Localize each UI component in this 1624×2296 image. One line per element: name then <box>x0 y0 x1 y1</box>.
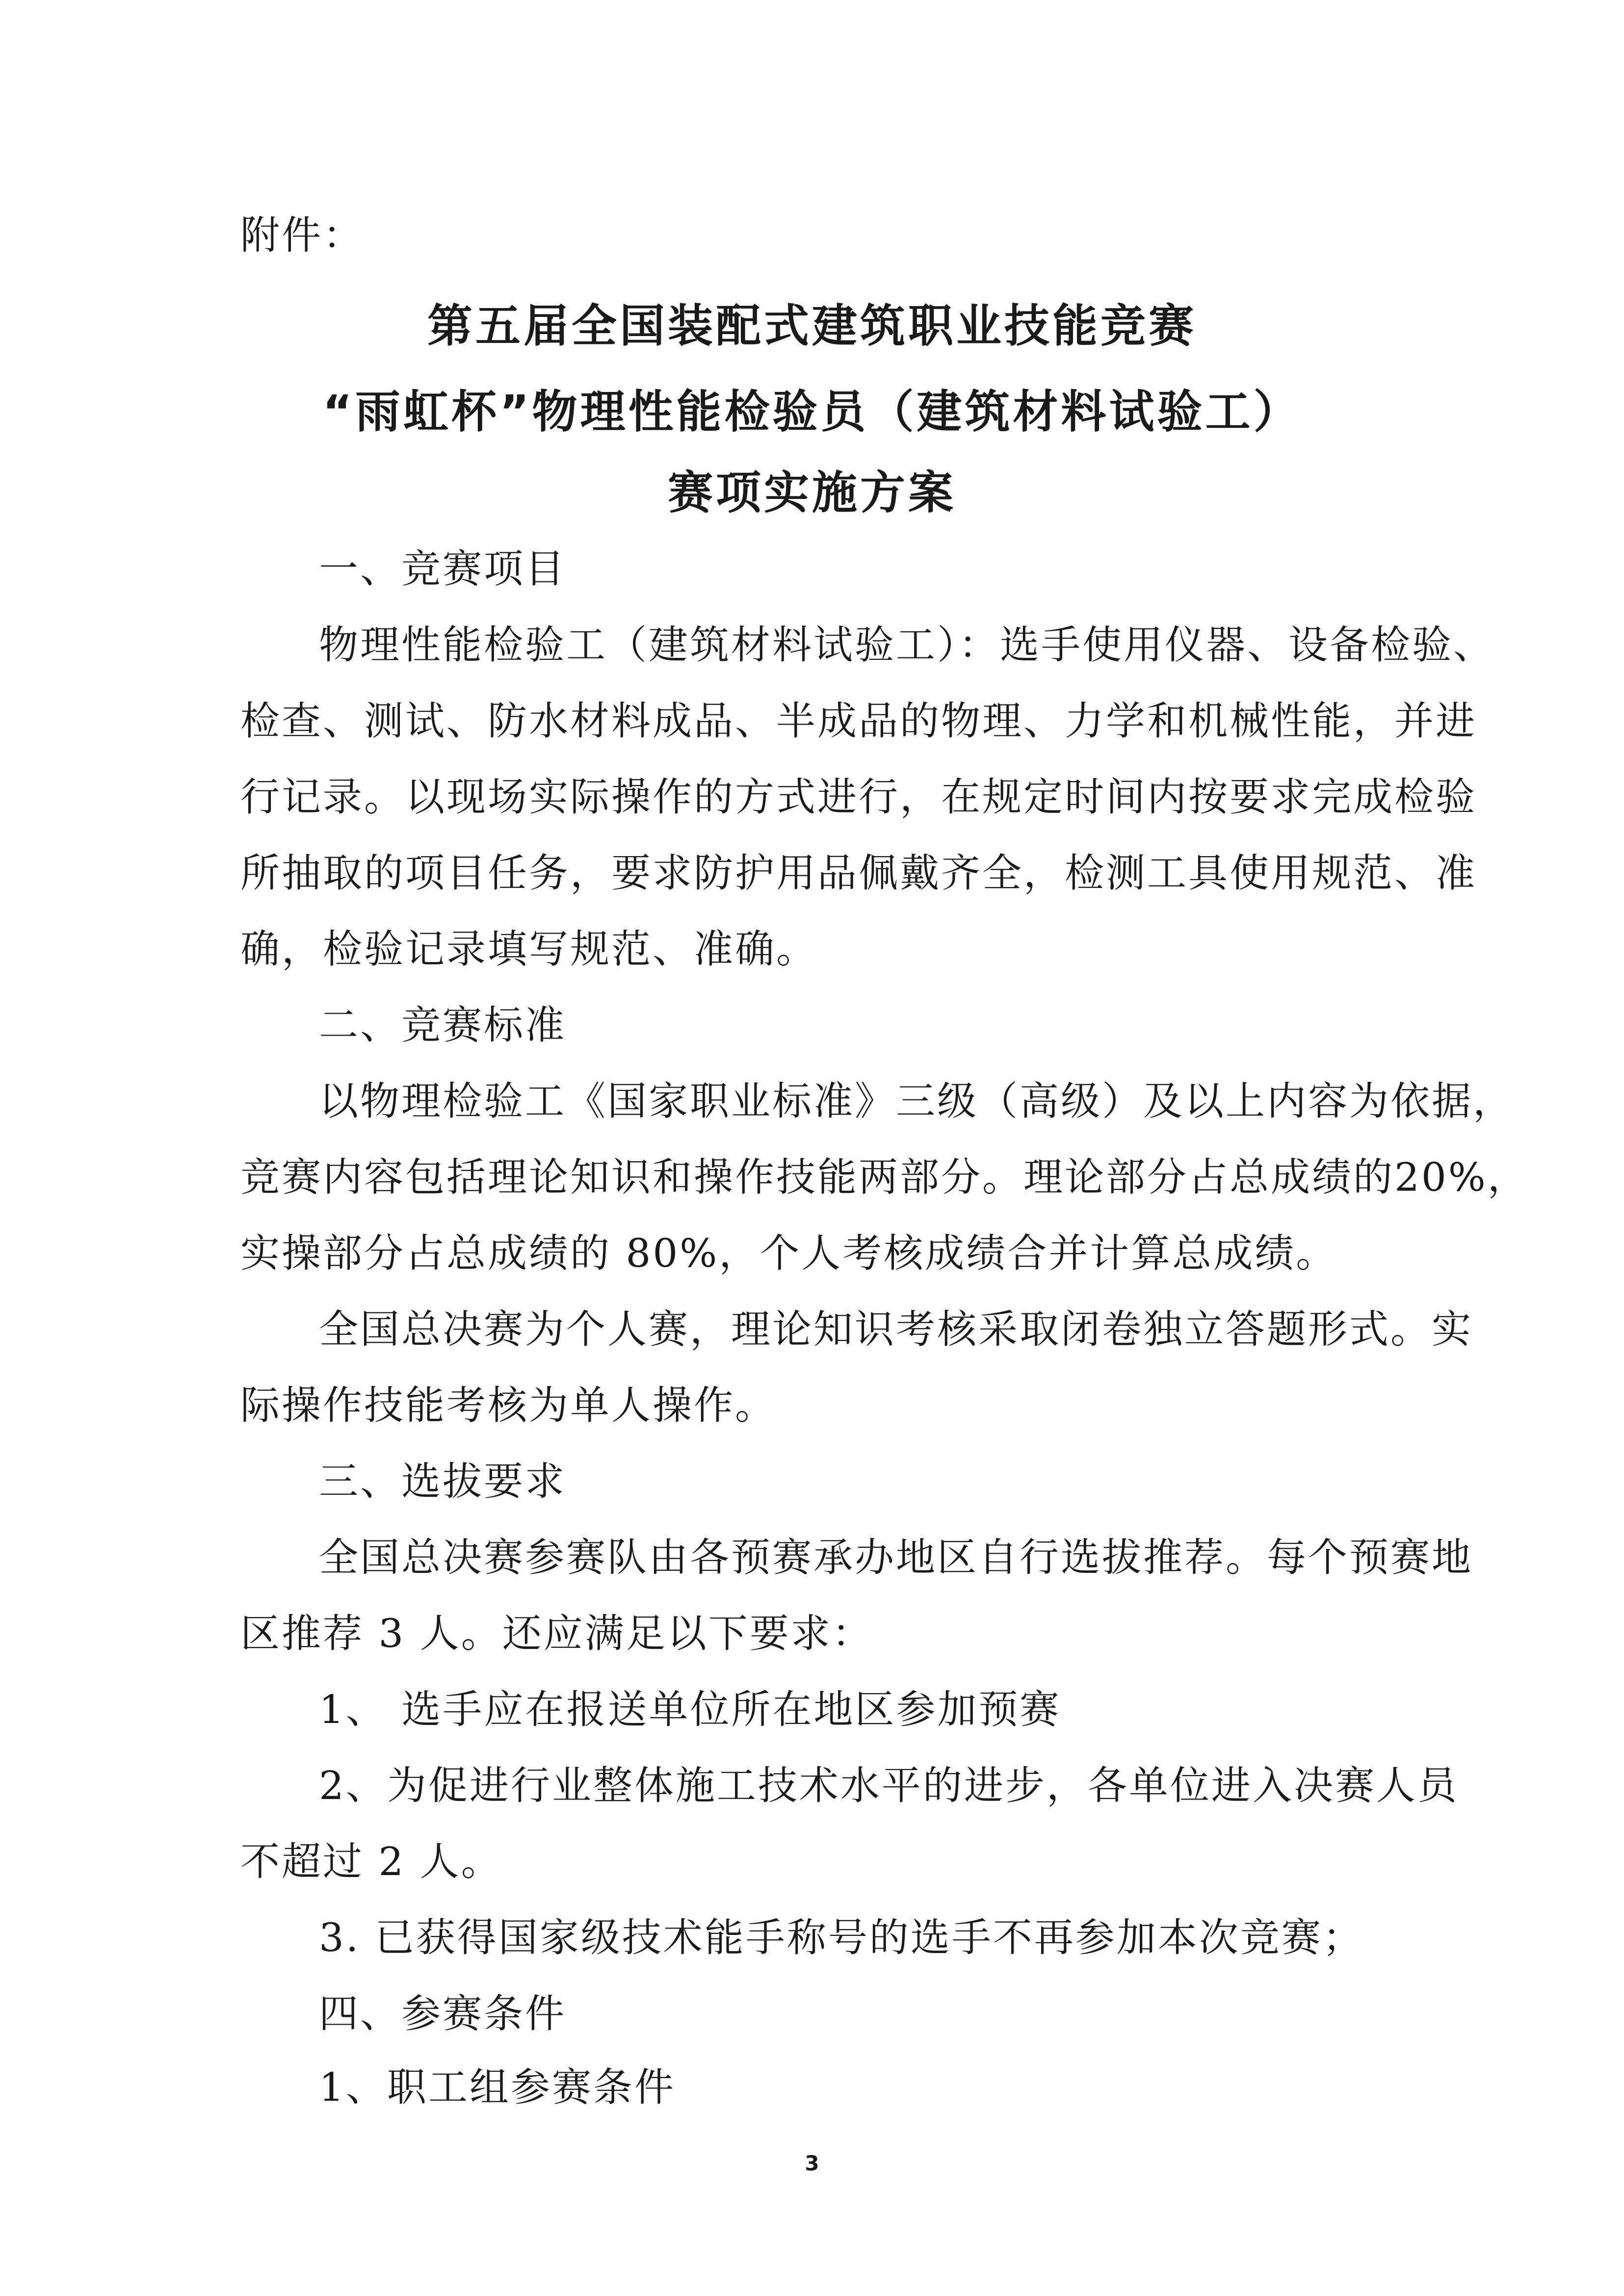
list-item: 1、 选手应在报送单位所在地区参加预赛 <box>319 1687 1061 1732</box>
paragraph-line: 实操部分占总成绩的 80%，个人考核成绩合并计算总成绩。 <box>240 1230 1337 1276</box>
section-heading: 四、参赛条件 <box>319 1991 566 2036</box>
attachment-label: 附件： <box>240 212 364 258</box>
section-heading: 一、竞赛项目 <box>319 546 566 592</box>
paragraph-line: 区推荐 3 人。还应满足以下要求： <box>240 1611 873 1656</box>
paragraph-line: 竞赛内容包括理论知识和操作技能两部分。理论部分占总成绩的20%， <box>240 1154 1529 1200</box>
list-item: 3. 已获得国家级技术能手称号的选手不再参加本次竞赛； <box>319 1915 1364 1960</box>
list-item: 1、职工组参赛条件 <box>319 2064 676 2110</box>
paragraph-line: 全国总决赛参赛队由各预赛承办地区自行选拔推荐。每个预赛地 <box>319 1535 1473 1580</box>
title-line-3: 赛项实施方案 <box>667 467 956 519</box>
paragraph-line: 以物理检验工《国家职业标准》三级（高级）及以上内容为依据， <box>319 1078 1514 1124</box>
paragraph-line: 所抽取的项目任务，要求防护用品佩戴齐全，检测工具使用规范、准 <box>240 850 1477 896</box>
paragraph-line: 全国总决赛为个人赛，理论知识考核采取闭卷独立答题形式。实 <box>319 1306 1473 1352</box>
title-line-2: “雨虹杯”物理性能检验员（建筑材料试验工） <box>322 386 1302 438</box>
section-heading: 二、竞赛标准 <box>319 1002 566 1048</box>
section-heading: 三、选拔要求 <box>319 1459 566 1504</box>
title-line-1: 第五届全国装配式建筑职业技能竞赛 <box>427 300 1197 352</box>
page-number: 3 <box>805 2151 819 2175</box>
paragraph-line: 物理性能检验工（建筑材料试验工）：选手使用仪器、设备检验、 <box>319 622 1494 668</box>
paragraph-line: 确，检验记录填写规范、准确。 <box>240 926 817 972</box>
paragraph-line: 际操作技能考核为单人操作。 <box>240 1383 776 1428</box>
paragraph-line: 行记录。以现场实际操作的方式进行，在规定时间内按要求完成检验 <box>240 774 1477 820</box>
list-item: 2、为促进行业整体施工技术水平的进步，各单位进入决赛人员 <box>319 1763 1459 1808</box>
paragraph-line: 不超过 2 人。 <box>240 1839 502 1884</box>
paragraph-line: 检查、测试、防水材料成品、半成品的物理、力学和机械性能，并进 <box>240 698 1477 744</box>
